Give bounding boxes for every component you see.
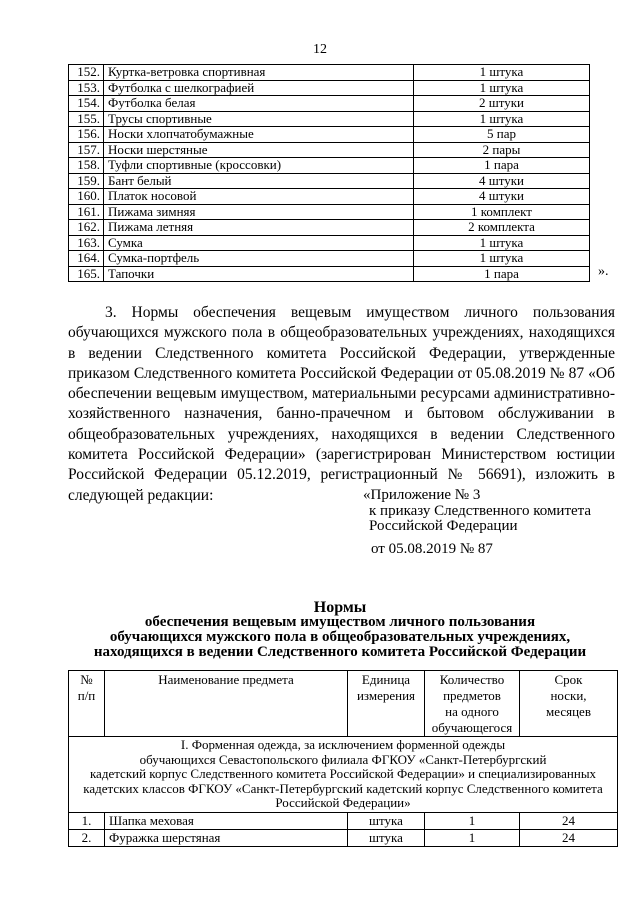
item-quantity: 1 штука bbox=[414, 111, 590, 127]
table-row bbox=[69, 127, 590, 143]
row-number: 153. bbox=[69, 80, 104, 96]
table-row bbox=[69, 189, 590, 205]
table-row bbox=[69, 235, 590, 251]
item-quantity: 1 комплект bbox=[414, 204, 590, 220]
table-row bbox=[69, 142, 590, 158]
row-number: 152. bbox=[69, 65, 104, 81]
table-row bbox=[69, 96, 590, 112]
item-quantity: 4 штуки bbox=[414, 189, 590, 205]
table-row bbox=[69, 80, 590, 96]
item-name: Футболка белая bbox=[104, 96, 414, 112]
table-row bbox=[69, 111, 590, 127]
row-number: 154. bbox=[69, 96, 104, 112]
header-number: № п/п bbox=[69, 671, 105, 737]
item-quantity: 2 штуки bbox=[414, 96, 590, 112]
appendix-line-3: Российской Федерации bbox=[369, 518, 518, 534]
norms-title: Нормы bbox=[313, 599, 367, 616]
item-quantity: 5 пар bbox=[414, 127, 590, 143]
appendix-line-1: «Приложение № 3 bbox=[363, 487, 481, 503]
header-item-name: Наименование предмета bbox=[105, 671, 348, 737]
item-name: Носки хлопчатобумажные bbox=[104, 127, 414, 143]
row-number: 165. bbox=[69, 266, 104, 282]
row-number: 156. bbox=[69, 127, 104, 143]
item-unit: штука bbox=[348, 812, 425, 829]
item-quantity: 1 штука bbox=[414, 80, 590, 96]
item-name: Фуражка шерстяная bbox=[105, 829, 348, 846]
norms-subtitle-line-3: находящихся в ведении Следственного комитета Российской Федерации bbox=[93, 644, 587, 660]
item-quantity: 1 штука bbox=[414, 65, 590, 81]
item-name: Носки шерстяные bbox=[104, 142, 414, 158]
clothing-norms-table-continuation bbox=[68, 64, 590, 282]
row-number: 1. bbox=[69, 812, 105, 829]
table-row bbox=[69, 220, 590, 236]
item-quantity: 4 штуки bbox=[414, 173, 590, 189]
item-quantity: 1 пара bbox=[414, 266, 590, 282]
item-name: Бант белый bbox=[104, 173, 414, 189]
table-row bbox=[69, 812, 618, 829]
item-name: Футболка с шелкографией bbox=[104, 80, 414, 96]
row-number: 157. bbox=[69, 142, 104, 158]
item-unit: штука bbox=[348, 829, 425, 846]
section-heading: I. Форменная одежда, за исключением форменной одежды обучающихся Севастопольского филиала ФГКОУ «Санкт-Петербургский кадетский корпус Следственного комитета Российской Федерации» и специализированных кадетских классов ФГКОУ «Санкт-Петербургский кадетский корпус Следственного комитета Российской Федерации» bbox=[69, 737, 618, 813]
row-number: 161. bbox=[69, 204, 104, 220]
closing-quote: ». bbox=[598, 264, 609, 279]
row-number: 162. bbox=[69, 220, 104, 236]
appendix-line-2: к приказу Следственного комитета bbox=[369, 502, 592, 519]
item-quantity: 1 пара bbox=[414, 158, 590, 174]
item-name: Сумка-портфель bbox=[104, 251, 414, 267]
page-number: 12 bbox=[313, 42, 327, 57]
item-name: Тапочки bbox=[104, 266, 414, 282]
item-quantity: 1 bbox=[425, 812, 520, 829]
item-name: Куртка-ветровка спортивная bbox=[104, 65, 414, 81]
table-row bbox=[69, 251, 590, 267]
row-number: 160. bbox=[69, 189, 104, 205]
table-row bbox=[69, 65, 590, 81]
norms-table bbox=[68, 670, 618, 847]
item-quantity: 2 комплекта bbox=[414, 220, 590, 236]
item-quantity: 1 bbox=[425, 829, 520, 846]
norms-subtitle-line-1: обеспечения вещевым имуществом личного пользования bbox=[144, 614, 536, 630]
header-wear-term: Срок носки, месяцев bbox=[520, 671, 618, 737]
header-unit: Единица измерения bbox=[348, 671, 425, 737]
table-row bbox=[69, 173, 590, 189]
appendix-header bbox=[363, 488, 591, 535]
table-row bbox=[69, 829, 618, 846]
table-row bbox=[69, 158, 590, 174]
item-name: Пижама зимняя bbox=[104, 204, 414, 220]
item-name: Трусы спортивные bbox=[104, 111, 414, 127]
table-row bbox=[69, 204, 590, 220]
norms-heading bbox=[60, 600, 620, 660]
row-number: 2. bbox=[69, 829, 105, 846]
item-quantity: 2 пары bbox=[414, 142, 590, 158]
item-name: Сумка bbox=[104, 235, 414, 251]
item-wear-term: 24 bbox=[520, 812, 618, 829]
item-name: Платок носовой bbox=[104, 189, 414, 205]
item-quantity: 1 штука bbox=[414, 235, 590, 251]
row-number: 159. bbox=[69, 173, 104, 189]
row-number: 164. bbox=[69, 251, 104, 267]
header-quantity: Количество предметов на одного обучающегося bbox=[425, 671, 520, 737]
appendix-date: от 05.08.2019 № 87 bbox=[371, 541, 493, 557]
item-name: Пижама летняя bbox=[104, 220, 414, 236]
item-name: Туфли спортивные (кроссовки) bbox=[104, 158, 414, 174]
item-quantity: 1 штука bbox=[414, 251, 590, 267]
item-wear-term: 24 bbox=[520, 829, 618, 846]
table-row bbox=[69, 266, 590, 282]
norms-subtitle-line-2: обучающихся мужского пола в общеобразовательных учреждениях, bbox=[109, 629, 571, 645]
item-name: Шапка меховая bbox=[105, 812, 348, 829]
row-number: 158. bbox=[69, 158, 104, 174]
row-number: 155. bbox=[69, 111, 104, 127]
row-number: 163. bbox=[69, 235, 104, 251]
amendment-paragraph: 3. Нормы обеспечения вещевым имуществом личного пользования обучающихся мужского пола в общеобразовательных учреждениях, находящихся в ведении Следственного комитета Российской Федерации, утвержденные приказом Следственного комитета Российской Федерации от 05.08.2019 № 87 «Об обеспечении вещевым имуществом, материальными ресурсами административно-хозяйственного назначения, банно-прачечном и бытовом обслуживании в общеобразовательных учреждениях, находящихся в ведении Следственного комитета Российской Федерации» (зарегистрирован Министерством юстиции Российской Федерации 05.12.2019, регистрационный № 56691), изложить в следующей редакции: bbox=[68, 304, 615, 504]
